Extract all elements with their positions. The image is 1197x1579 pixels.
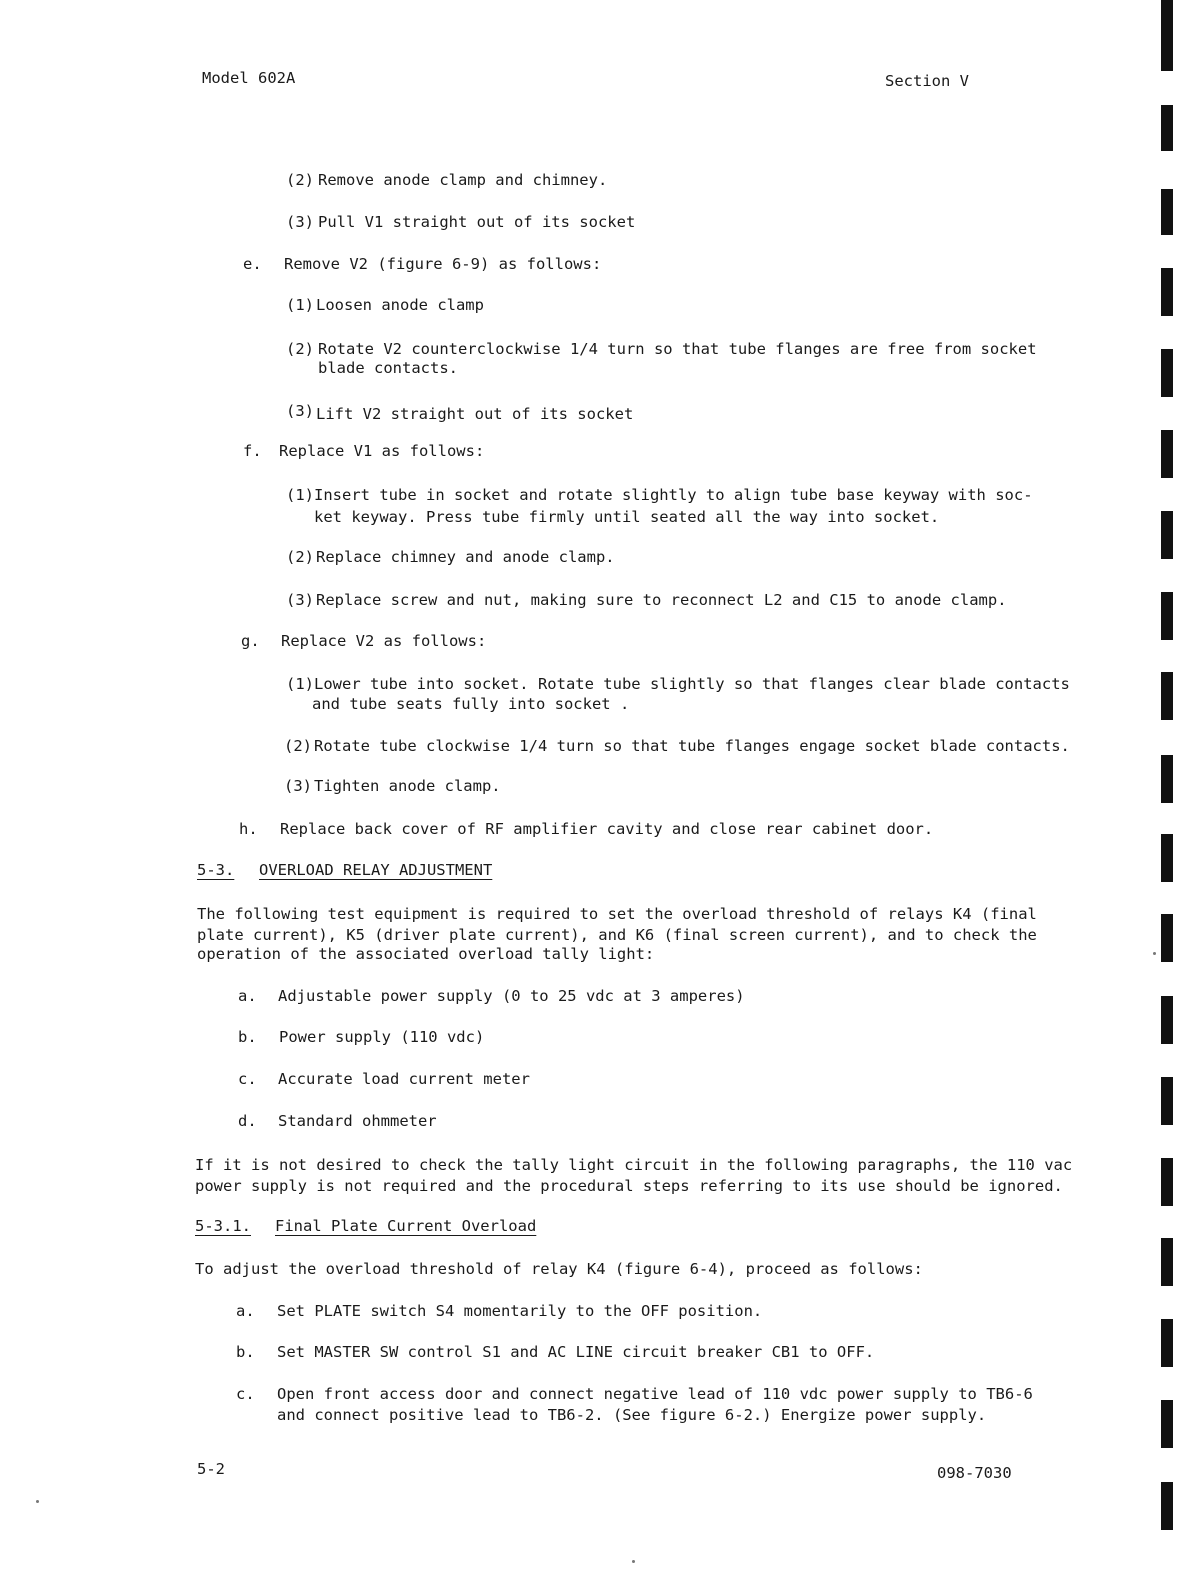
scan-speck	[632, 1560, 635, 1563]
margin-mark	[1161, 755, 1173, 803]
step-text: Insert tube in socket and rotate slightly to align tube base keyway with soc-	[314, 486, 1033, 504]
step-number: (2)	[286, 340, 314, 358]
step-number: (2)	[286, 548, 314, 566]
item-letter: h.	[239, 820, 258, 838]
header-section: Section V	[885, 72, 969, 90]
paragraph-line: operation of the associated overload tally light:	[197, 945, 655, 963]
margin-mark	[1161, 996, 1173, 1044]
list-item: Adjustable power supply (0 to 25 vdc at 3 amperes)	[278, 987, 745, 1005]
note-line: If it is not desired to check the tally light circuit in the following paragraphs, the 110 vac	[195, 1156, 1073, 1174]
step-text: Replace screw and nut, making sure to reconnect L2 and C15 to anode clamp.	[316, 591, 1007, 609]
step-text: Replace chimney and anode clamp.	[316, 548, 615, 566]
margin-mark	[1161, 1319, 1173, 1367]
step-number: (1)	[286, 675, 314, 693]
step-text-continued: ket keyway. Press tube firmly until seated all the way into socket.	[314, 508, 940, 526]
item-letter: e.	[243, 255, 262, 273]
subsection-number: 5-3.1.	[195, 1217, 251, 1235]
scan-speck	[1153, 952, 1156, 955]
item-text: Replace back cover of RF amplifier cavity and close rear cabinet door.	[280, 820, 934, 838]
step-text: Loosen anode clamp	[316, 296, 484, 314]
margin-mark	[1161, 1077, 1173, 1125]
list-item: Set MASTER SW control S1 and AC LINE circuit breaker CB1 to OFF.	[277, 1343, 875, 1361]
step-text: Remove anode clamp and chimney.	[318, 171, 608, 189]
section-title: OVERLOAD RELAY ADJUSTMENT	[259, 861, 493, 879]
list-item: Standard ohmmeter	[278, 1112, 437, 1130]
subsection-title: Final Plate Current Overload	[275, 1217, 537, 1235]
step-number: (3)	[286, 213, 314, 231]
note-line: power supply is not required and the procedural steps referring to its use should be ignored.	[195, 1177, 1063, 1195]
step-number: (3)	[284, 777, 312, 795]
margin-mark	[1161, 672, 1173, 720]
margin-mark	[1161, 189, 1173, 235]
item-letter: f.	[243, 442, 262, 460]
step-number: (1)	[286, 296, 314, 314]
step-text: Pull V1 straight out of its socket	[318, 213, 636, 231]
list-item: Power supply (110 vdc)	[279, 1028, 485, 1046]
list-letter: a.	[236, 1302, 255, 1320]
step-number: (2)	[286, 171, 314, 189]
margin-mark	[1161, 511, 1173, 559]
list-item: Open front access door and connect negative lead of 110 vdc power supply to TB6-6	[277, 1385, 1033, 1403]
step-text: Rotate V2 counterclockwise 1/4 turn so that tube flanges are free from socket	[318, 340, 1037, 358]
margin-mark	[1161, 349, 1173, 397]
margin-mark	[1161, 1158, 1173, 1206]
paragraph-line: The following test equipment is required to set the overload threshold of relays K4 (final	[197, 905, 1037, 923]
step-text: Rotate tube clockwise 1/4 turn so that tube flanges engage socket blade contacts.	[314, 737, 1070, 755]
step-text: Lift V2 straight out of its socket	[316, 405, 634, 423]
item-text: Replace V2 as follows:	[281, 632, 487, 650]
margin-mark	[1161, 430, 1173, 478]
step-text: Tighten anode clamp.	[314, 777, 501, 795]
list-letter: a.	[238, 987, 257, 1005]
margin-mark	[1161, 0, 1173, 71]
step-text-continued: and tube seats fully into socket .	[312, 695, 630, 713]
margin-mark	[1161, 914, 1173, 962]
list-letter: c.	[238, 1070, 257, 1088]
footer-doc-number: 098-7030	[937, 1464, 1012, 1482]
list-item: Set PLATE switch S4 momentarily to the OFF position.	[277, 1302, 763, 1320]
paragraph-line: plate current), K5 (driver plate current), and K6 (final screen current), and to check the	[197, 926, 1037, 944]
item-text: Replace V1 as follows:	[279, 442, 485, 460]
list-item: Accurate load current meter	[278, 1070, 530, 1088]
margin-mark	[1161, 105, 1173, 151]
margin-mark	[1161, 834, 1173, 882]
step-number: (3)	[286, 402, 314, 420]
scan-speck	[36, 1500, 39, 1503]
section-number: 5-3.	[197, 861, 235, 879]
margin-mark	[1161, 592, 1173, 640]
list-item-continued: and connect positive lead to TB6-2. (See figure 6-2.) Energize power supply.	[277, 1406, 987, 1424]
list-letter: d.	[238, 1112, 257, 1130]
margin-mark	[1161, 1238, 1173, 1286]
paragraph-line: To adjust the overload threshold of relay K4 (figure 6-4), proceed as follows:	[195, 1260, 923, 1278]
step-text: Lower tube into socket. Rotate tube slightly so that flanges clear blade contacts	[314, 675, 1070, 693]
footer-page-number: 5-2	[197, 1460, 225, 1478]
list-letter: b.	[236, 1343, 255, 1361]
margin-mark	[1161, 1400, 1173, 1448]
item-text: Remove V2 (figure 6-9) as follows:	[284, 255, 602, 273]
step-text-continued: blade contacts.	[318, 359, 458, 377]
step-number: (2)	[284, 737, 312, 755]
list-letter: c.	[236, 1385, 255, 1403]
margin-mark	[1161, 1482, 1173, 1530]
list-letter: b.	[238, 1028, 257, 1046]
step-number: (3)	[286, 591, 314, 609]
item-letter: g.	[241, 632, 260, 650]
margin-mark	[1161, 268, 1173, 316]
header-model: Model 602A	[202, 69, 296, 87]
step-number: (1)	[286, 486, 314, 504]
